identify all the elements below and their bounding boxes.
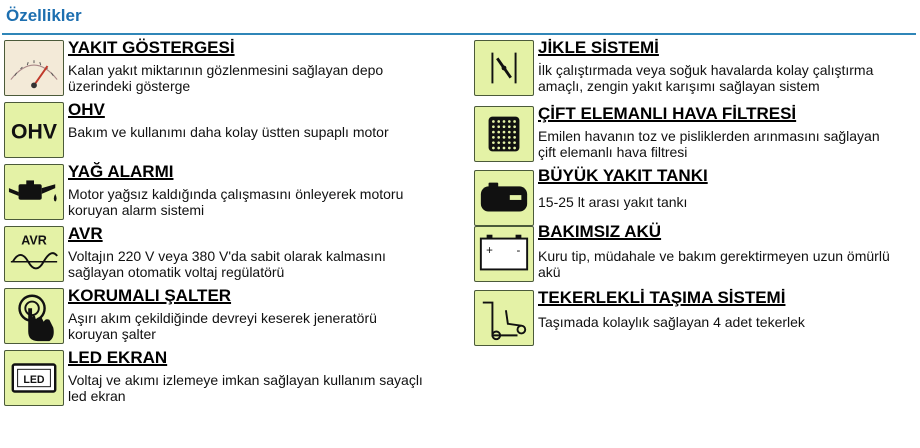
feature-description: Taşımada kolaylık sağlayan 4 adet tekerlek (538, 314, 805, 330)
fuel-tank-icon (474, 170, 534, 226)
choke-icon (474, 40, 534, 96)
header-rule (2, 33, 916, 35)
wheel-kit-icon (474, 290, 534, 346)
feature-title: KORUMALI ŞALTER (68, 286, 232, 305)
feature-ohv (4, 100, 444, 162)
led-screen-icon (4, 350, 64, 406)
feature-description: Aşırı akım çekildiğinde devreyi keserek jeneratörü koruyan şalter (68, 310, 377, 342)
features-left-column (4, 38, 444, 410)
air-filter-icon (474, 106, 534, 162)
features-right-column (474, 38, 914, 354)
feature-breaker (4, 286, 444, 348)
feature-title: ÇİFT ELEMANLI HAVA FİLTRESİ (538, 104, 797, 123)
feature-description: Kuru tip, müdahale ve bakım gerektirmeyen uzun ömürlü akü (538, 248, 890, 280)
feature-description: İlk çalıştırmada veya soğuk havalarda kolay çalıştırma amaçlı, zengin yakıt karışımı sağlayan sistem (538, 62, 874, 94)
ohv-icon-text: OHV (11, 120, 57, 144)
feature-title: BÜYÜK YAKIT TANKI (538, 166, 708, 185)
oil-can-icon (4, 164, 64, 220)
feature-title: OHV (68, 100, 105, 119)
feature-title: AVR (68, 224, 103, 243)
avr-icon-text: AVR (21, 233, 47, 248)
feature-title: YAKIT GÖSTERGESİ (68, 38, 235, 57)
feature-description: Voltaj ve akımı izlemeye imkan sağlayan kullanım sayaçlı led ekran (68, 372, 423, 404)
feature-air-filter (474, 100, 914, 170)
feature-title: LED EKRAN (68, 348, 168, 367)
feature-description: Kalan yakıt miktarının gözlenmesini sağlayan depo üzerindeki gösterge (68, 62, 384, 94)
feature-description: Bakım ve kullanımı daha kolay üstten supaplı motor (68, 124, 389, 140)
feature-fuel-gauge (4, 38, 444, 100)
battery-minus-text: - (516, 245, 521, 257)
ohv-icon (4, 102, 64, 158)
feature-battery (474, 224, 914, 292)
feature-title: JİKLE SİSTEMİ (538, 38, 659, 57)
feature-fuel-tank (474, 166, 914, 224)
battery-icon (474, 226, 534, 282)
feature-choke (474, 38, 914, 100)
feature-title: BAKIMSIZ AKÜ (538, 222, 662, 241)
feature-description: 15-25 lt arası yakıt tankı (538, 194, 688, 210)
page-header (0, 0, 920, 36)
feature-wheels (474, 288, 914, 354)
feature-title: TEKERLEKLİ TAŞIMA SİSTEMİ (538, 288, 786, 307)
fuel-gauge-icon (4, 40, 64, 96)
feature-title: YAĞ ALARMI (68, 162, 174, 181)
feature-led-screen (4, 348, 444, 410)
feature-oil-alarm (4, 162, 444, 224)
page-title: Özellikler (6, 6, 82, 25)
press-button-icon (4, 288, 64, 344)
feature-description: Voltajın 220 V veya 380 V'da sabit olarak kalmasını sağlayan otomatik voltaj regülatörü (68, 248, 386, 280)
led-icon-text: LED (23, 373, 45, 386)
feature-avr (4, 224, 444, 286)
feature-description: Motor yağsız kaldığında çalışmasını önleyerek motoru koruyan alarm sistemi (68, 186, 404, 218)
avr-icon (4, 226, 64, 282)
feature-description: Emilen havanın toz ve pisliklerden arınmasını sağlayan çift elemanlı hava filtresi (538, 128, 880, 160)
battery-plus-text: + (486, 245, 493, 257)
